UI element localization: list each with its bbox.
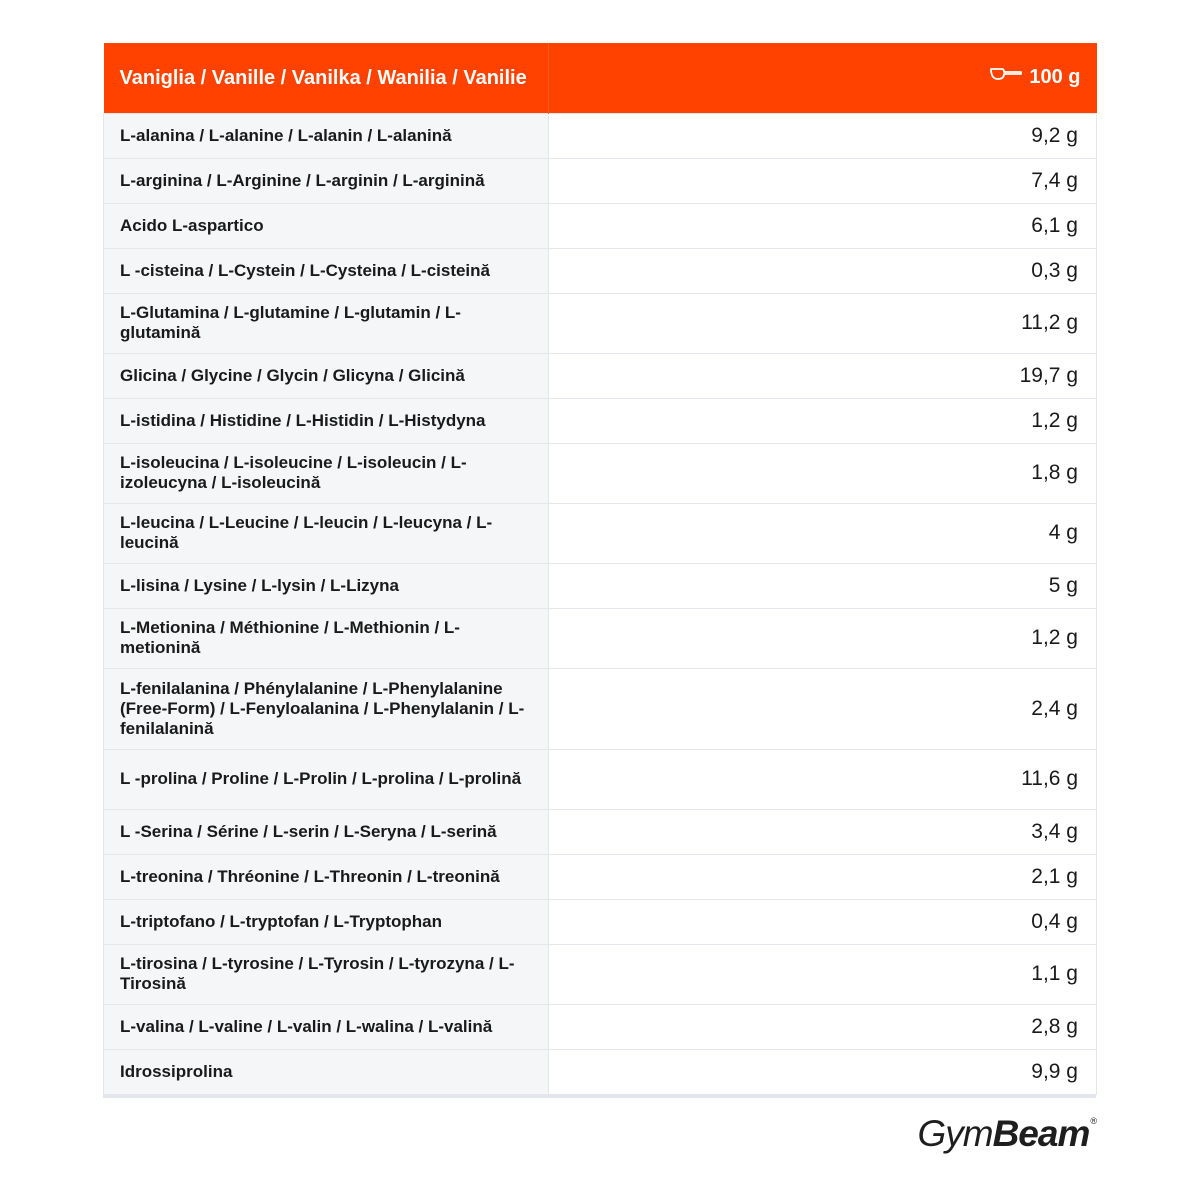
amino-acid-value: 2,8 g	[549, 1004, 1097, 1049]
amino-acid-name: L -Serina / Sérine / L-serin / L-Seryna / L-serină	[104, 809, 549, 854]
table-row	[104, 353, 1097, 398]
amino-acid-value: 11,2 g	[549, 293, 1097, 353]
amino-acid-value: 11,6 g	[549, 749, 1097, 809]
logo-text-beam: Beam	[992, 1113, 1090, 1154]
amino-acid-name: L-treonina / Thréonine / L-Threonin / L-treonină	[104, 854, 549, 899]
serving-header	[549, 43, 1097, 113]
amino-acid-name: L-valina / L-valine / L-valin / L-walina / L-valină	[104, 1004, 549, 1049]
amino-acid-value: 4 g	[549, 503, 1097, 563]
amino-acid-value: 7,4 g	[549, 158, 1097, 203]
amino-acid-name: L-tirosina / L-tyrosine / L-Tyrosin / L-tyrozyna / L-Tirosină	[104, 944, 549, 1004]
table-header-row	[104, 43, 1097, 113]
nutrition-table-container	[103, 43, 1096, 1098]
table-row	[104, 563, 1097, 608]
serving-size-label: 100 g	[1029, 66, 1081, 89]
amino-acid-name: L-fenilalanina / Phénylalanine / L-Phenylalanine (Free-Form) / L-Fenyloalanina / L-Phenylalanin / L-fenilalanină	[104, 668, 549, 749]
table-row	[104, 854, 1097, 899]
amino-acid-value: 2,1 g	[549, 854, 1097, 899]
amino-acid-name: L-isoleucina / L-isoleucine / L-isoleucin / L-izoleucyna / L-isoleucină	[104, 443, 549, 503]
amino-acid-value: 1,2 g	[549, 398, 1097, 443]
amino-acid-value: 0,3 g	[549, 248, 1097, 293]
amino-acid-name: L-istidina / Histidine / L-Histidin / L-Histydyna	[104, 398, 549, 443]
table-row	[104, 1049, 1097, 1094]
table-row	[104, 503, 1097, 563]
amino-acid-value: 0,4 g	[549, 899, 1097, 944]
amino-acid-name: Glicina / Glycine / Glycin / Glicyna / Glicină	[104, 353, 549, 398]
amino-acid-name: L-arginina / L-Arginine / L-arginin / L-arginină	[104, 158, 549, 203]
amino-acid-value: 19,7 g	[549, 353, 1097, 398]
amino-acid-value: 1,1 g	[549, 944, 1097, 1004]
amino-acid-name: L-triptofano / L-tryptofan / L-Tryptophan	[104, 899, 549, 944]
table-row	[104, 668, 1097, 749]
gymbeam-logo	[917, 1113, 1096, 1155]
amino-acid-value: 6,1 g	[549, 203, 1097, 248]
amino-acid-name: L-Glutamina / L-glutamine / L-glutamin / L-glutamină	[104, 293, 549, 353]
table-row	[104, 944, 1097, 1004]
amino-acid-name: L -prolina / Proline / L-Prolin / L-prolina / L-prolină	[104, 749, 549, 809]
table-row	[104, 749, 1097, 809]
amino-acid-name: L-leucina / L-Leucine / L-leucin / L-leucyna / L-leucină	[104, 503, 549, 563]
table-row	[104, 809, 1097, 854]
scoop-icon	[989, 65, 1023, 87]
amino-acid-name: L -cisteina / L-Cystein / L-Cysteina / L-cisteină	[104, 248, 549, 293]
table-row	[104, 1004, 1097, 1049]
amino-acid-name: L-Metionina / Méthionine / L-Methionin / L-metionină	[104, 608, 549, 668]
table-row	[104, 113, 1097, 158]
amino-acid-value: 2,4 g	[549, 668, 1097, 749]
table-row	[104, 398, 1097, 443]
amino-acid-value: 9,2 g	[549, 113, 1097, 158]
amino-acid-value: 5 g	[549, 563, 1097, 608]
amino-acid-value: 1,2 g	[549, 608, 1097, 668]
table-row	[104, 443, 1097, 503]
amino-acid-value: 9,9 g	[549, 1049, 1097, 1094]
amino-acid-name: Acido L-aspartico	[104, 203, 549, 248]
logo-text-gym: Gym	[917, 1113, 993, 1154]
table-row	[104, 248, 1097, 293]
amino-acid-name: L-lisina / Lysine / L-lysin / L-Lizyna	[104, 563, 549, 608]
flavor-header: Vaniglia / Vanille / Vanilka / Wanilia / Vanilie	[104, 43, 549, 113]
amino-acid-value: 3,4 g	[549, 809, 1097, 854]
table-row	[104, 608, 1097, 668]
table-row	[104, 899, 1097, 944]
amino-acid-name: Idrossiprolina	[104, 1049, 549, 1094]
registered-mark: ®	[1090, 1116, 1096, 1126]
table-row	[104, 293, 1097, 353]
table-row	[104, 203, 1097, 248]
table-row	[104, 158, 1097, 203]
amino-acid-name: L-alanina / L-alanine / L-alanin / L-alanină	[104, 113, 549, 158]
amino-acid-table	[103, 43, 1097, 1095]
amino-acid-value: 1,8 g	[549, 443, 1097, 503]
